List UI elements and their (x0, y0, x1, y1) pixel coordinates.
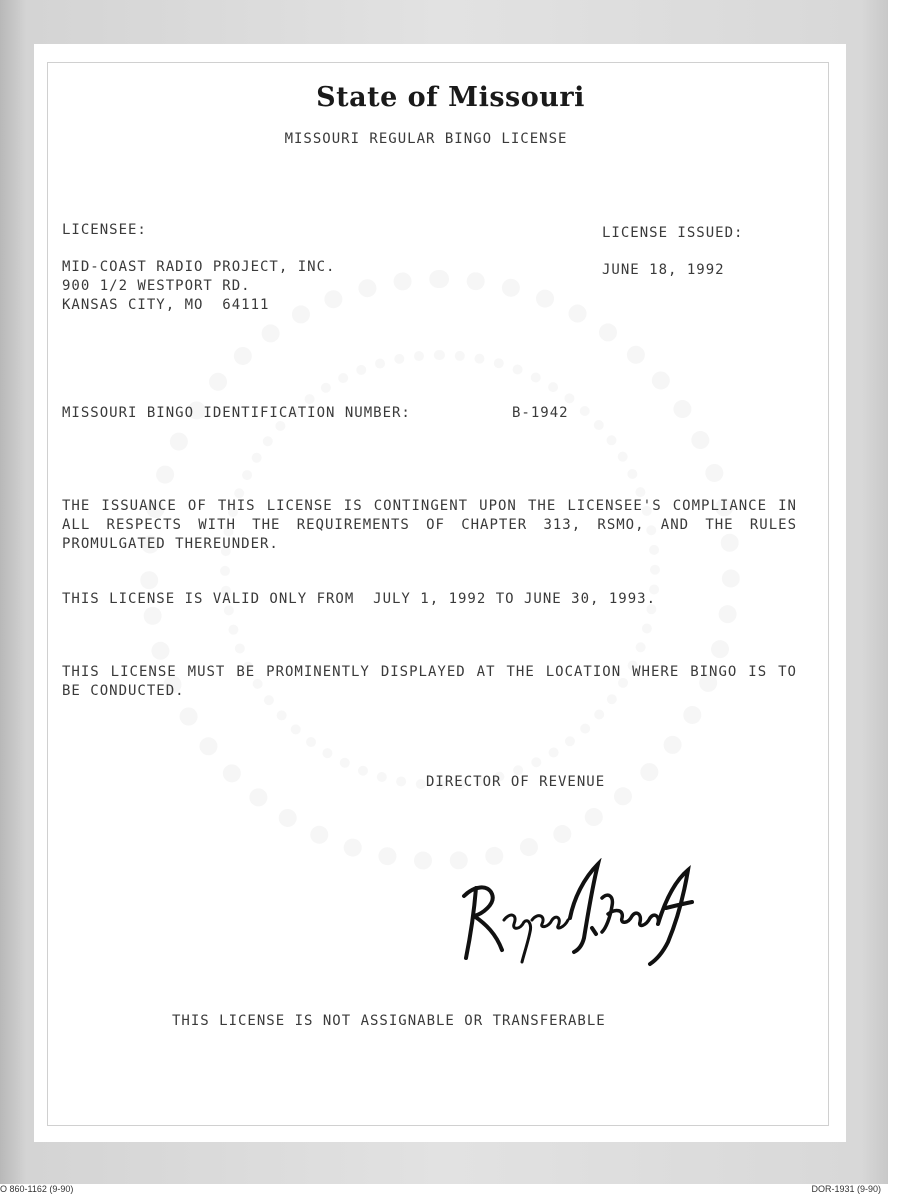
scan-edge (888, 0, 901, 1200)
bingo-id-label: MISSOURI BINGO IDENTIFICATION NUMBER: (62, 405, 411, 421)
licensee-address-line1: 900 1/2 WESTPORT RD. (62, 278, 251, 294)
footer-right-code: DOR-1931 (9-90) (811, 1184, 881, 1194)
state-title: State of Missouri (316, 82, 585, 113)
director-signature (452, 858, 702, 968)
licensee-label: LICENSEE: (62, 222, 147, 238)
contingency-paragraph: THE ISSUANCE OF THIS LICENSE IS CONTINGENT UPON THE LICENSEE'S COMPLIANCE IN ALL RESPECTS WITH THE REQUIREMENTS OF CHAPTER 313, RSMO, AND THE RULES PROMULGATED THEREUNDER. (62, 498, 797, 552)
licensee-name: MID-COAST RADIO PROJECT, INC. (62, 259, 336, 275)
licensee-address-line2: KANSAS CITY, MO 64111 (62, 297, 270, 313)
footer-left-code: O 860-1162 (9-90) (0, 1184, 74, 1194)
director-title: DIRECTOR OF REVENUE (426, 774, 606, 790)
license-issued-date: JUNE 18, 1992 (602, 262, 725, 278)
license-issued-label: LICENSE ISSUED: (602, 225, 744, 241)
validity-paragraph: THIS LICENSE IS VALID ONLY FROM JULY 1, 1992 TO JUNE 30, 1993. (62, 591, 657, 607)
bingo-id-number: B-1942 (512, 405, 569, 421)
license-type-heading: MISSOURI REGULAR BINGO LICENSE (284, 131, 568, 147)
non-transferable-notice: THIS LICENSE IS NOT ASSIGNABLE OR TRANSFERABLE (172, 1013, 606, 1029)
display-paragraph: THIS LICENSE MUST BE PROMINENTLY DISPLAYED AT THE LOCATION WHERE BINGO IS TO BE CONDUCTED. (62, 664, 797, 699)
